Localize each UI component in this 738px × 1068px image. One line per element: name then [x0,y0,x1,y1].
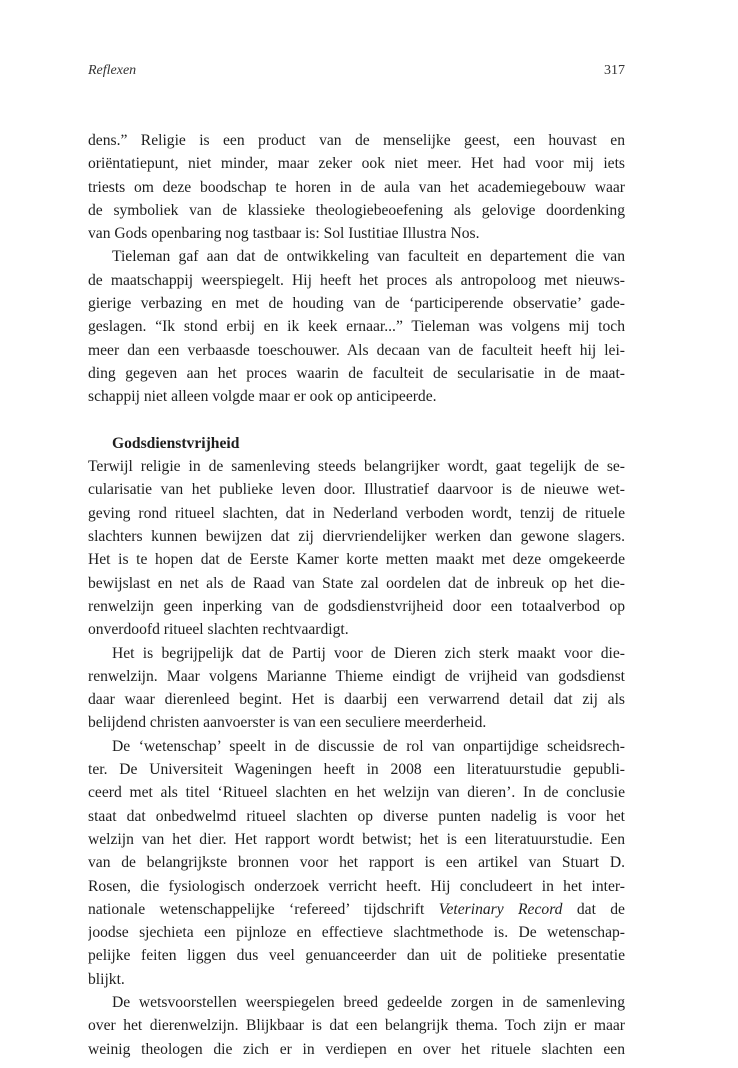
text-run: dat de [562,900,625,918]
text-line: meer dan een verbaasde toeschouwer. Als decaan van de faculteit heeft hij lei- [88,341,625,359]
section-spacer [88,409,625,432]
paragraph [88,129,625,245]
text-line: ding gegeven aan het proces waarin de faculteit de secularisatie in de maat- [88,364,625,382]
running-head [88,63,625,83]
text-line: Het is begrijpelijk dat de Partij voor de Dieren zich sterk maakt voor die- [112,644,625,662]
paragraph [88,642,625,735]
text-line: bewijslast en net als de Raad van State zal oordelen dat de inbreuk op het die- [88,574,625,592]
text-line: De ‘wetenschap’ speelt in de discussie de rol van onpartijdige scheidsrech- [112,737,625,755]
text-line: ceerd met als titel ‘Ritueel slachten en het welzijn van dieren’. In de conclusie [88,784,625,802]
text-line: welzijn van het dier. Het rapport wordt betwist; het is een literatuurstudie. Een [88,830,625,848]
text-line: schappij niet alleen volgde maar er ook op anticipeerde. [88,388,437,406]
text-line: De wetsvoorstellen weerspiegelen breed gedeelde zorgen in de samenleving [112,993,625,1011]
journal-title: Veterinary Record [438,900,563,918]
text-line: weinig theologen die zich er in verdiepen en over het rituele slachten een [88,1040,625,1058]
text-line: van de belangrijkste bronnen voor het rapport is een artikel van Stuart D. [88,854,625,872]
text-line: daar waar dierenleed begint. Het is daarbij een verwarrend detail dat zij als [88,691,625,709]
text-line: renwelzijn geen inperking van de godsdienstvrijheid door een totaalverbod op [88,597,625,615]
text-line: Het is te hopen dat de Eerste Kamer korte metten maakt met deze omgekeerde [88,551,625,569]
paragraph [88,455,625,641]
text-line: Terwijl religie in de samenleving steeds belangrijker wordt, gaat tegelijk de se- [88,458,625,476]
text-line: belijdend christen aanvoerster is van een seculiere meerderheid. [88,714,487,732]
text-line: ter. De Universiteit Wageningen heeft in 2008 een literatuurstudie gepubli- [88,761,625,779]
text-line: geslagen. “Ik stond erbij en ik keek ernaar...” Tieleman was volgens mij toch [88,318,625,336]
text-line [88,898,625,921]
text-line: joodse sjechieta een pijnloze en effectieve slachtmethode is. De wetenschap- [88,924,625,942]
paragraph [88,735,625,991]
text-line: pelijke feiten liggen dus veel genuanceerder dan uit de politieke presentatie [88,947,625,965]
text-line: cularisatie van het publieke leven door. Illustratief daarvoor is de nieuwe wet- [88,481,625,499]
text-line: staat dat onbedwelmd ritueel slachten op diverse punten nadelig is voor het [88,807,625,825]
section-heading: Godsdienstvrijheid [112,434,240,452]
text-line: gierige verbazing en met de houding van de ‘participerende observatie’ gade- [88,295,625,313]
text-line: van Gods openbaring nog tastbaar is: Sol Iustitiae Illustra Nos. [88,225,480,243]
paragraph [88,245,625,408]
text-line: de symboliek van de klassieke theologiebeoefening als gelovige doordenking [88,201,625,219]
text-line: triests om deze boodschap te horen in de aula van het academiegebouw waar [88,178,625,196]
body-text [88,129,625,1061]
page-number: 317 [604,63,625,78]
text-line: blijkt. [88,970,125,988]
text-line: geving rond ritueel slachten, dat in Nederland verboden wordt, tenzij de rituele [88,504,625,522]
text-line: onverdoofd ritueel slachten rechtvaardigt. [88,621,349,639]
text-line: over het dierenwelzijn. Blijkbaar is dat een belangrijk thema. Toch zijn er maar [88,1017,625,1035]
text-line: Tieleman gaf aan dat de ontwikkeling van faculteit en departement die van [112,248,625,266]
text-line: renwelzijn. Maar volgens Marianne Thieme eindigt de vrijheid van godsdienst [88,667,625,685]
running-title: Reflexen [88,63,137,78]
text-line: de maatschappij weerspiegelt. Hij heeft het proces als antropoloog met nieuws- [88,271,625,289]
text-line: dens.” Religie is een product van de menselijke geest, een houvast en [88,132,625,149]
text-run: nationale wetenschappelijke ‘refereed’ tijdschrift [88,900,439,918]
text-line: oriëntatiepunt, niet minder, maar zeker ook niet meer. Het had voor mij iets [88,155,625,173]
text-line: Rosen, die fysiologisch onderzoek verricht heeft. Hij concludeert in het inter- [88,877,625,895]
paragraph [88,991,625,1061]
text-line: slachters kunnen bewijzen dat zij diervriendelijker werken dan gewone slagers. [88,528,625,546]
